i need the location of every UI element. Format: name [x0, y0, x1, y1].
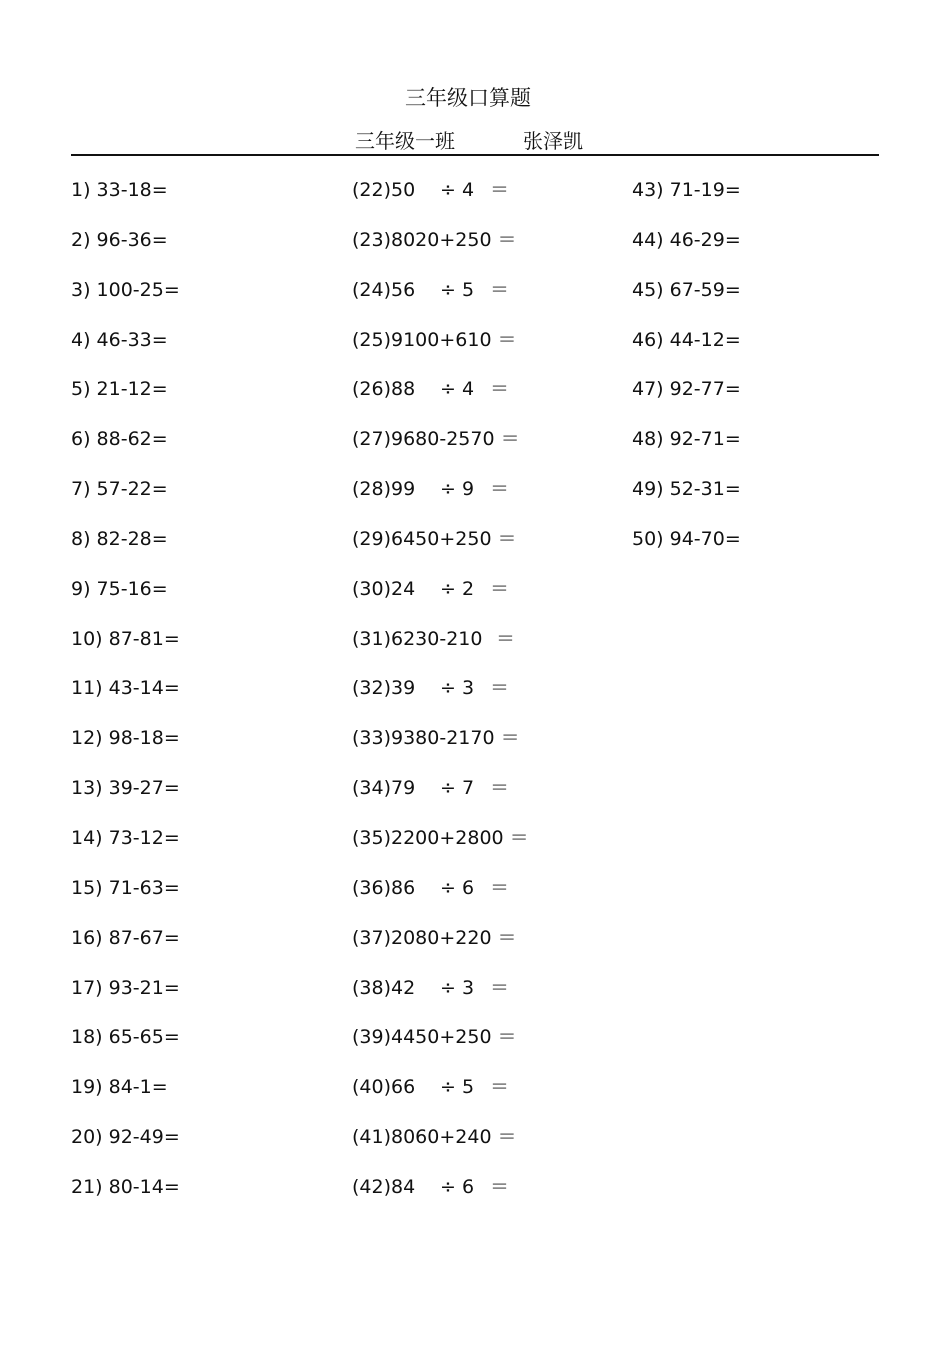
equals-sign: ＝ — [490, 577, 510, 600]
equals-sign: ＝ — [490, 677, 510, 700]
problem-item — [352, 1125, 529, 1175]
division-operator: ÷ 3 — [440, 976, 475, 999]
problem-item — [352, 876, 529, 926]
problem-item: 46) 44-12= — [632, 328, 741, 351]
problem-item: 45) 67-59= — [632, 278, 741, 301]
problem-item — [352, 826, 529, 876]
problem-item: 10) 87-81= — [71, 627, 180, 650]
problem-item: 5) 21-12= — [71, 378, 168, 401]
equals-sign: ＝ — [490, 777, 510, 800]
problem-item: 21) 80-14= — [71, 1175, 180, 1198]
equals-sign: ＝ — [490, 1076, 510, 1099]
equals-sign: ＝ — [500, 727, 520, 750]
problem-item — [352, 726, 529, 776]
equals-sign: ＝ — [490, 478, 510, 501]
division-operator: ÷ 5 — [440, 278, 475, 301]
problem-item: 15) 71-63= — [71, 876, 180, 899]
problem-item — [352, 627, 529, 677]
equals-sign: ＝ — [497, 527, 517, 550]
problem-item: 11) 43-14= — [71, 677, 180, 700]
problem-item — [352, 976, 529, 1026]
division-operator: ÷ 6 — [440, 876, 475, 899]
problem-item: 43) 71-19= — [632, 179, 741, 201]
division-operator: ÷ 7 — [440, 777, 475, 800]
equals-sign: ＝ — [490, 976, 510, 999]
division-operator: ÷ 3 — [440, 677, 475, 700]
equals-sign: ＝ — [490, 378, 510, 401]
division-operator: ÷ 6 — [440, 1175, 475, 1198]
problem-item — [352, 676, 529, 726]
problem-operand: (40)66 — [352, 1076, 416, 1099]
equals-sign: ＝ — [490, 278, 510, 301]
equals-sign: ＝ — [500, 428, 520, 451]
problem-item: 9) 75-16= — [71, 577, 168, 600]
problem-item: 17) 93-21= — [71, 976, 180, 999]
problem-item — [352, 926, 529, 976]
page-title: 三年级口算题 — [405, 86, 531, 110]
equals-sign: ＝ — [490, 876, 510, 899]
problem-item — [352, 328, 529, 378]
problem-operand: (31)6230-210 — [352, 627, 483, 650]
equals-sign: ＝ — [497, 926, 517, 949]
problem-item — [352, 776, 529, 826]
problem-item: 4) 46-33= — [71, 328, 168, 351]
problem-item — [352, 178, 529, 228]
problem-operand: (39)4450+250 — [352, 1026, 492, 1049]
problem-item: 8) 82-28= — [71, 527, 168, 550]
problem-item — [352, 1175, 529, 1225]
division-operator: ÷ 4 — [440, 179, 475, 201]
equals-sign: ＝ — [509, 826, 529, 849]
division-operator: ÷ 4 — [440, 378, 475, 401]
problem-item: 14) 73-12= — [71, 826, 180, 849]
equals-sign: ＝ — [497, 328, 517, 351]
equals-sign: ＝ — [496, 627, 516, 650]
equals-sign: ＝ — [490, 179, 510, 201]
problem-item: 6) 88-62= — [71, 428, 168, 451]
problem-operand: (25)9100+610 — [352, 328, 492, 351]
problem-item — [352, 527, 529, 577]
problem-item: 12) 98-18= — [71, 727, 180, 750]
problem-item: 1) 33-18= — [71, 179, 168, 201]
student-name: 张泽凯 — [523, 129, 583, 153]
problem-item: 3) 100-25= — [71, 278, 180, 301]
equals-sign: ＝ — [490, 1175, 510, 1198]
problem-item — [352, 427, 529, 477]
problem-column-1 — [71, 178, 180, 1225]
problem-item: 44) 46-29= — [632, 228, 741, 251]
division-operator: ÷ 5 — [440, 1076, 475, 1099]
problem-item: 20) 92-49= — [71, 1126, 180, 1149]
problem-item: 48) 92-71= — [632, 428, 741, 451]
problem-item: 47) 92-77= — [632, 378, 741, 401]
problem-item: 18) 65-65= — [71, 1026, 180, 1049]
problem-operand: (38)42 — [352, 976, 416, 999]
problem-operand: (27)9680-2570 — [352, 428, 495, 451]
problem-item — [352, 1025, 529, 1075]
problem-item: 7) 57-22= — [71, 478, 168, 501]
problem-operand: (41)8060+240 — [352, 1126, 492, 1149]
problem-operand: (24)56 — [352, 278, 416, 301]
problem-operand: (36)86 — [352, 876, 416, 899]
problem-operand: (35)2200+2800 — [352, 826, 504, 849]
equals-sign: ＝ — [497, 1026, 517, 1049]
problem-operand: (33)9380-2170 — [352, 727, 495, 750]
division-operator: ÷ 2 — [440, 577, 475, 600]
problem-item — [352, 477, 529, 527]
class-name: 三年级一班 — [355, 129, 455, 153]
equals-sign: ＝ — [497, 228, 517, 251]
problem-item: 49) 52-31= — [632, 478, 741, 501]
problem-operand: (30)24 — [352, 577, 416, 600]
problem-item — [352, 577, 529, 627]
problem-operand: (34)79 — [352, 777, 416, 800]
problem-operand: (32)39 — [352, 677, 416, 700]
problem-column-3 — [632, 178, 741, 577]
division-operator: ÷ 9 — [440, 478, 475, 501]
problem-item — [352, 1075, 529, 1125]
problem-item: 13) 39-27= — [71, 777, 180, 800]
problem-operand: (37)2080+220 — [352, 926, 492, 949]
problem-item: 19) 84-1= — [71, 1076, 168, 1099]
header-divider — [71, 154, 879, 156]
problem-operand: (28)99 — [352, 478, 416, 501]
problem-operand: (42)84 — [352, 1175, 416, 1198]
problem-item — [352, 278, 529, 328]
equals-sign: ＝ — [497, 1126, 517, 1149]
problem-item: 16) 87-67= — [71, 926, 180, 949]
problem-operand: (26)88 — [352, 378, 416, 401]
problem-item — [352, 228, 529, 278]
problem-item: 50) 94-70= — [632, 527, 741, 550]
student-info — [355, 125, 583, 154]
problem-item: 2) 96-36= — [71, 228, 168, 251]
problem-item — [352, 377, 529, 427]
problem-operand: (22)50 — [352, 179, 416, 201]
problem-operand: (29)6450+250 — [352, 527, 492, 550]
problem-column-2 — [352, 178, 529, 1225]
problem-operand: (23)8020+250 — [352, 228, 492, 251]
